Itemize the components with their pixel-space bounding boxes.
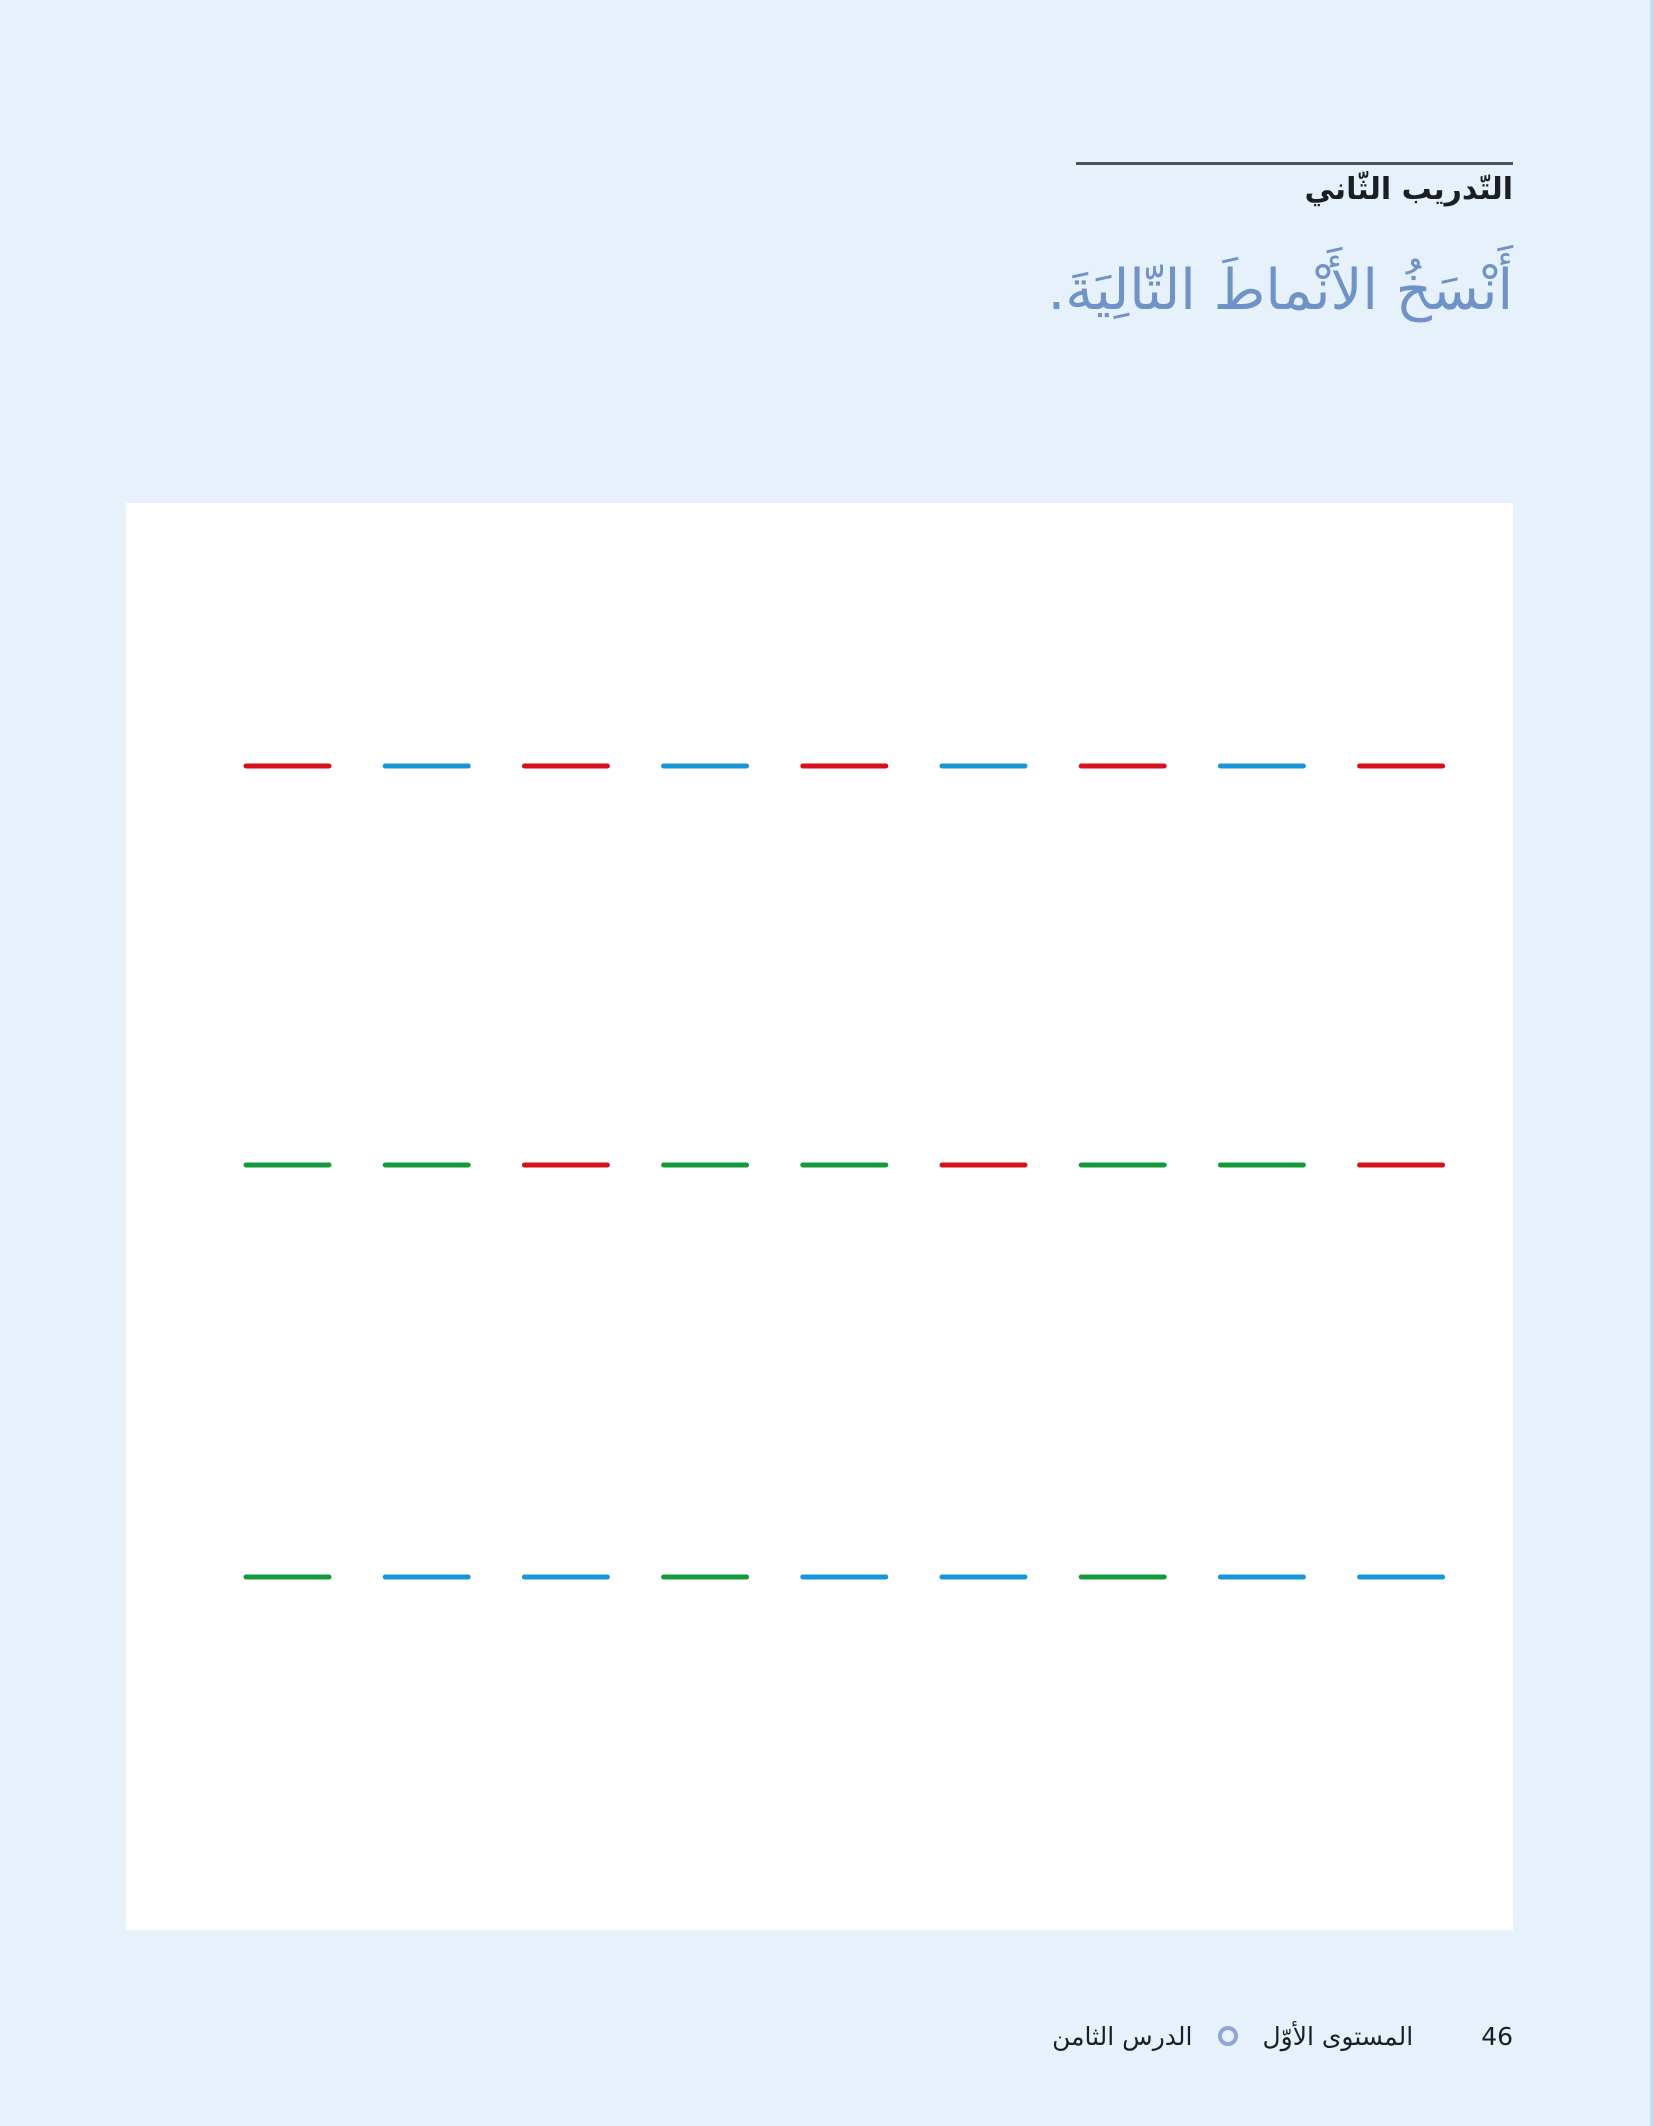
page-number: 46	[1481, 2021, 1513, 2051]
pattern-work-area	[126, 503, 1513, 1930]
page-footer	[1052, 2016, 1513, 2056]
footer-bullet-icon	[1218, 2026, 1238, 2046]
footer-level: المستوى الأوّل	[1262, 2021, 1414, 2051]
footer-lesson: الدرس الثامن	[1052, 2021, 1193, 2051]
page-edge-strip	[1650, 0, 1654, 2126]
exercise-title: التّدريب الثّاني	[1304, 172, 1513, 207]
instruction-text: أَنْسَخُ الأَنْماطَ التّالِيَةَ.	[1047, 258, 1513, 323]
pattern-canvas	[126, 503, 1513, 1930]
header-rule	[1076, 162, 1513, 165]
